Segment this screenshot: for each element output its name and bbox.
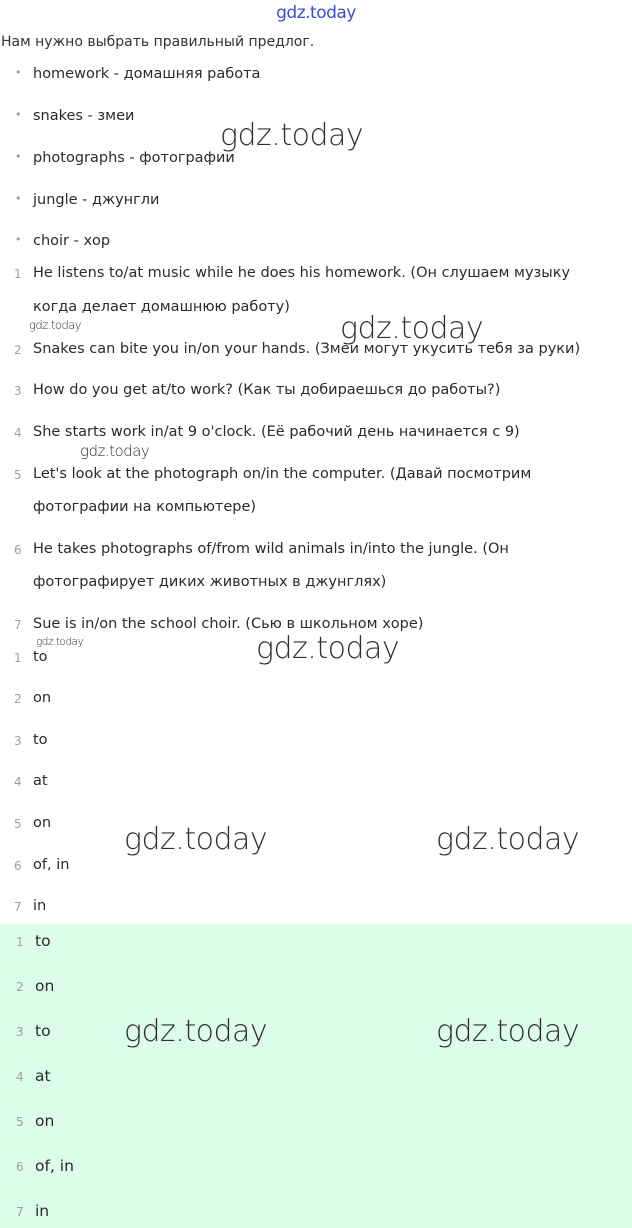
watermark: gdz.today <box>36 636 84 648</box>
answer-text: to <box>33 649 48 665</box>
vocab-item: • jungle - джунгли <box>17 192 159 208</box>
watermark: gdz.today <box>220 118 364 153</box>
vocab-item: • homework - домашняя работа <box>17 66 260 82</box>
exercise-number: 1 <box>14 267 22 281</box>
answer-number: 4 <box>16 1070 24 1084</box>
watermark: gdz.today <box>340 311 484 346</box>
watermark: gdz.today <box>256 631 400 666</box>
watermark: gdz.today <box>29 318 82 332</box>
answer-number: 2 <box>14 692 22 706</box>
answer-number: 1 <box>16 935 24 949</box>
answer-text: on <box>33 815 52 831</box>
vocab-item: • photographs - фотографии <box>17 150 235 166</box>
exercise-line: How do you get at/to work? (Как ты добираешься до работы?) <box>33 382 501 398</box>
highlighted-answers <box>0 924 632 1228</box>
answer-text: on <box>35 1112 55 1130</box>
answer-text: of, in <box>35 1157 74 1175</box>
answer-text: to <box>33 732 48 748</box>
exercise-line: фотографии на компьютере) <box>33 499 257 515</box>
answer-text: on <box>33 690 52 706</box>
answer-text: in <box>33 898 47 914</box>
answer-text: in <box>35 1202 50 1220</box>
exercise-line: когда делает домашнюю работу) <box>33 299 290 315</box>
answer-text: at <box>33 773 48 789</box>
answer-number: 5 <box>16 1115 24 1129</box>
exercise-number: 2 <box>14 343 22 357</box>
exercise-line: He takes photographs of/from wild animals in/into the jungle. (Он <box>33 541 509 557</box>
answer-number: 5 <box>14 817 22 831</box>
answer-number: 3 <box>14 734 22 748</box>
answer-number: 6 <box>14 859 22 873</box>
answer-number: 3 <box>16 1025 24 1039</box>
site-logo[interactable]: gdz.today <box>276 3 356 23</box>
exercise-line: He listens to/at music while he does his homework. (Он слушаем музыку <box>33 265 571 281</box>
exercise-number: 5 <box>14 468 22 482</box>
answer-number: 2 <box>16 980 24 994</box>
exercise-number: 6 <box>14 543 22 557</box>
exercise-line: She starts work in/at 9 o'clock. (Её рабочий день начинается с 9) <box>33 424 520 440</box>
watermark: gdz.today <box>436 1014 580 1049</box>
answer-text: on <box>35 977 55 995</box>
answer-text: to <box>35 1022 51 1040</box>
vocab-item: • snakes - змеи <box>17 108 134 124</box>
exercise-line: Snakes can bite you in/on your hands. (Змеи могут укусить тебя за руки) <box>33 341 581 357</box>
answer-number: 4 <box>14 775 22 789</box>
intro-text: Нам нужно выбрать правильный предлог. <box>1 34 315 50</box>
exercise-number: 7 <box>14 618 22 632</box>
watermark: gdz.today <box>436 822 580 857</box>
answer-number: 6 <box>16 1160 24 1174</box>
exercise-number: 3 <box>14 384 22 398</box>
answer-number: 1 <box>14 651 22 665</box>
vocab-item: • choir - хор <box>17 233 110 249</box>
answer-number: 7 <box>14 900 22 914</box>
exercise-number: 4 <box>14 426 22 440</box>
answer-text: of, in <box>33 857 70 873</box>
answer-number: 7 <box>16 1205 24 1219</box>
exercise-line: Let's look at the photograph on/in the computer. (Давай посмотрим <box>33 466 532 482</box>
exercise-line: фотографирует диких животных в джунглях) <box>33 574 387 590</box>
answer-text: at <box>35 1067 51 1085</box>
watermark: gdz.today <box>124 822 268 857</box>
watermark: gdz.today <box>80 442 150 460</box>
exercise-line: Sue is in/on the school choir. (Сью в школьном хоре) <box>33 616 424 632</box>
answer-text: to <box>35 932 51 950</box>
watermark: gdz.today <box>124 1014 268 1049</box>
